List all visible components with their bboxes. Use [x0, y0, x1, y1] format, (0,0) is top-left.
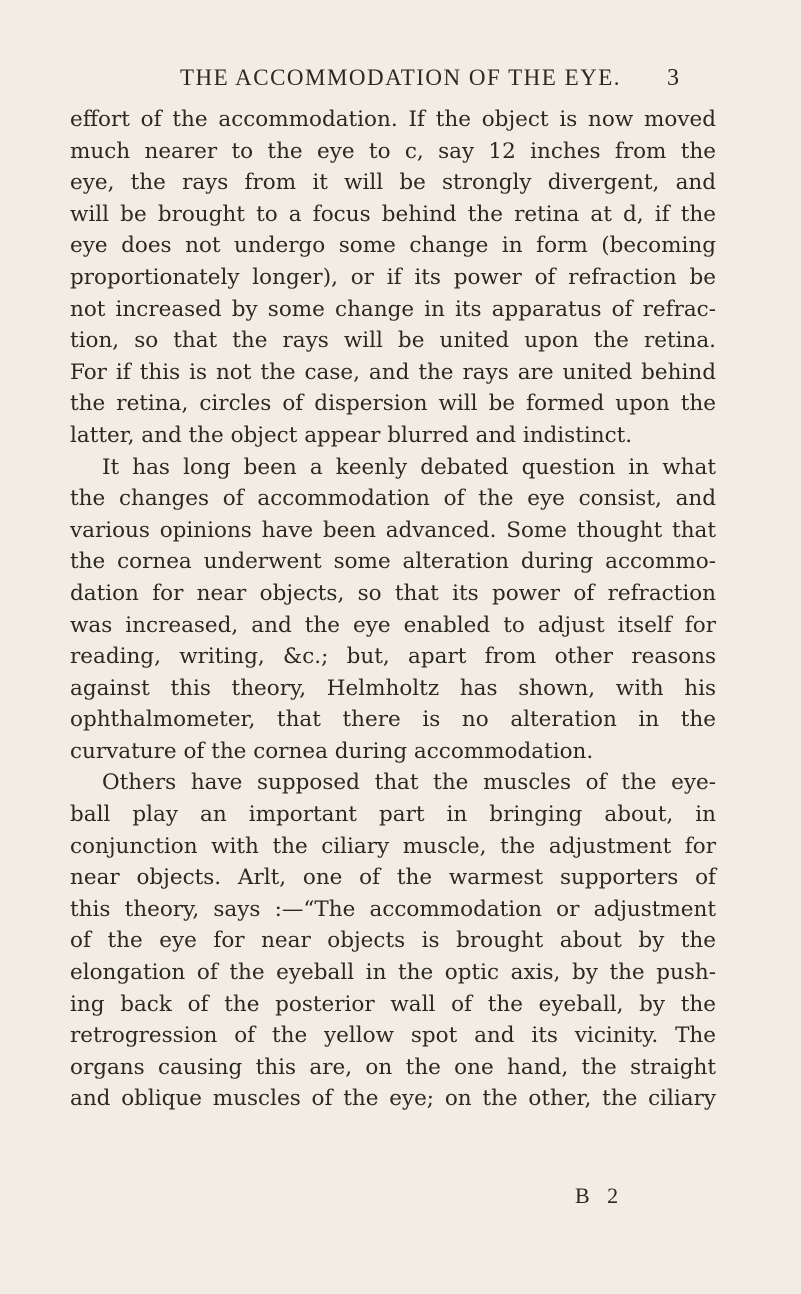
paragraph-line: elongation of the eyeball in the optic axis, by the push-	[70, 960, 716, 986]
paragraph-line: against this theory, Helmholtz has shown, with his	[70, 675, 716, 701]
paragraph-line: eye, the rays from it will be strongly divergent, and	[70, 170, 716, 196]
paragraph-line: of the eye for near objects is brought about by the	[70, 928, 716, 954]
paragraph-line: not increased by some change in its apparatus of refrac-	[70, 296, 716, 322]
body-text	[70, 104, 716, 1115]
paragraph-line: effort of the accommodation. If the object is now moved	[70, 107, 716, 132]
paragraph-line: the changes of accommodation of the eye consist, and	[70, 486, 716, 512]
paragraph-line: various opinions have been advanced. Some thought that	[70, 517, 716, 543]
paragraph-line: and oblique muscles of the eye; on the other, the ciliary	[70, 1086, 716, 1112]
paragraph-line: latter, and the object appear blurred and indistinct.	[70, 422, 633, 448]
paragraph-line: this theory, says :—“The accommodation or adjustment	[70, 896, 716, 922]
paragraph-line: retrogression of the yellow spot and its vicinity. The	[70, 1023, 716, 1049]
running-title: THE ACCOMMODATION OF THE EYE.	[179, 65, 622, 90]
paragraph-line: Others have supposed that the muscles of the eye-	[102, 770, 716, 796]
paragraph-line: eye does not undergo some change in form (becoming	[70, 233, 716, 259]
page-number: 3	[667, 65, 679, 91]
paragraph-line: ophthalmometer, that there is no alteration in the	[70, 707, 716, 733]
paragraph-line: proportionately longer), or if its power of refraction be	[70, 264, 716, 290]
signature-mark: B 2	[575, 1183, 625, 1208]
paragraph-line: ball play an important part in bringing about, in	[70, 802, 716, 828]
paragraph-line: conjunction with the ciliary muscle, the adjustment for	[70, 833, 716, 859]
paragraph-line: organs causing this are, on the one hand, the straight	[70, 1054, 716, 1080]
running-head	[0, 58, 801, 98]
paragraph-line: the cornea underwent some alteration during accommo-	[70, 549, 716, 575]
paragraph-line: near objects. Arlt, one of the warmest supporters of	[70, 865, 716, 891]
paragraph-line: was increased, and the eye enabled to adjust itself for	[70, 612, 716, 638]
paragraph-line: curvature of the cornea during accommodation.	[70, 738, 594, 764]
paragraph-line: dation for near objects, so that its power of refraction	[70, 580, 716, 606]
paragraph-line: will be brought to a focus behind the retina at d, if the	[70, 201, 716, 227]
paragraph-line: ing back of the posterior wall of the eyeball, by the	[70, 991, 716, 1017]
paragraph-line: It has long been a keenly debated question in what	[102, 454, 716, 480]
paragraph-line: tion, so that the rays will be united upon the retina.	[70, 328, 716, 354]
paragraph-line: reading, writing, &c.; but, apart from other reasons	[70, 644, 716, 670]
paragraph-line: the retina, circles of dispersion will be formed upon the	[70, 391, 716, 417]
paragraph-line: For if this is not the case, and the rays are united behind	[70, 359, 716, 385]
paragraph-line: much nearer to the eye to c, say 12 inches from the	[70, 138, 716, 164]
